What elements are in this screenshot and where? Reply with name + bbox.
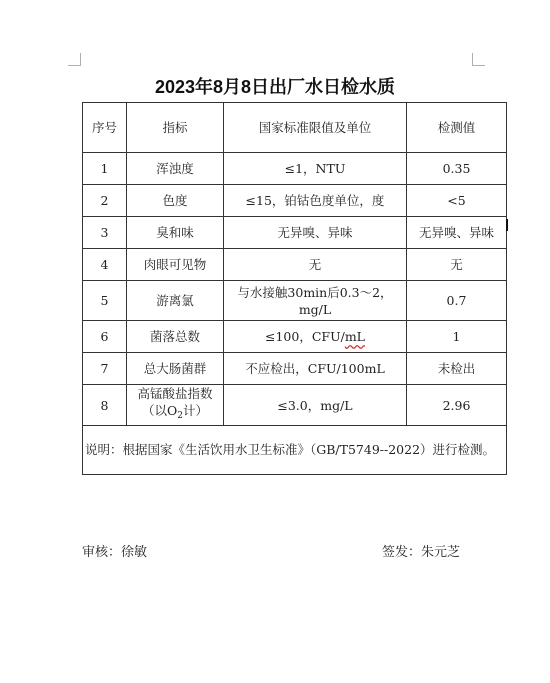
row-indicator: 游离氯	[127, 281, 224, 321]
cursor-mark	[506, 219, 508, 231]
row-value: 无	[407, 249, 507, 281]
row-number: 6	[83, 321, 127, 353]
row-indicator-line2-prefix: （以O	[142, 403, 178, 418]
row-value: 2.96	[407, 385, 507, 426]
row-value: <5	[407, 185, 507, 217]
table-row	[83, 353, 507, 385]
row-limit: ≤1，NTU	[224, 153, 407, 185]
row-limit-line1: 与水接触30min后0.3～2，	[237, 284, 393, 300]
row-indicator	[127, 385, 224, 426]
table-row	[83, 185, 507, 217]
row-indicator-line1: 高锰酸盐指数	[137, 386, 213, 401]
row-value: 无异嗅、异味	[407, 217, 507, 249]
row-number: 8	[83, 385, 127, 426]
row-limit	[224, 321, 407, 353]
row-indicator: 总大肠菌群	[127, 353, 224, 385]
row-number: 1	[83, 153, 127, 185]
row-limit: ≤15，铂钴色度单位，度	[224, 185, 407, 217]
table-row	[83, 321, 507, 353]
row-value: 1	[407, 321, 507, 353]
reviewer-signature: 审核：徐敏	[82, 545, 148, 560]
table-row	[83, 385, 507, 426]
row-number: 7	[83, 353, 127, 385]
row-value: 0.7	[407, 281, 507, 321]
header-standard-limit: 国家标准限值及单位	[224, 103, 407, 153]
table-header-row	[83, 103, 507, 153]
row-limit: 无	[224, 249, 407, 281]
row-number: 5	[83, 281, 127, 321]
row-indicator: 肉眼可见物	[127, 249, 224, 281]
row-number: 4	[83, 249, 127, 281]
header-indicator: 指标	[127, 103, 224, 153]
row-number: 2	[83, 185, 127, 217]
document-title: 2023年8月8日出厂水日检水质	[154, 77, 396, 97]
row-value: 0.35	[407, 153, 507, 185]
page-corner-mark-top-right	[472, 53, 485, 66]
row-indicator-subscript: 2	[177, 411, 183, 421]
row-number: 3	[83, 217, 127, 249]
row-limit: ≤3.0，mg/L	[224, 385, 407, 426]
issuer-signature: 签发：朱元芝	[382, 545, 461, 560]
row-indicator: 浑浊度	[127, 153, 224, 185]
header-number: 序号	[83, 103, 127, 153]
row-limit: 无异嗅、异味	[224, 217, 407, 249]
water-quality-table	[82, 102, 507, 475]
table-row	[83, 217, 507, 249]
row-indicator: 色度	[127, 185, 224, 217]
table-row	[83, 153, 507, 185]
table-note: 说明：根据国家《生活饮用水卫生标准》（GB/T5749--2022）进行检测。	[83, 426, 507, 475]
note-row	[83, 426, 507, 475]
spellcheck-underlined-unit: mL	[344, 329, 365, 344]
header-test-value: 检测值	[407, 103, 507, 153]
row-indicator: 臭和味	[127, 217, 224, 249]
table-row	[83, 249, 507, 281]
row-value: 未检出	[407, 353, 507, 385]
table-row	[83, 281, 507, 321]
row-limit-line2: mg/L	[298, 301, 332, 317]
row-limit	[224, 281, 407, 321]
row-limit: 不应检出，CFU/100mL	[224, 353, 407, 385]
page-corner-mark-top-left	[68, 53, 81, 66]
row-indicator: 菌落总数	[127, 321, 224, 353]
row-indicator-line2-suffix: 计）	[182, 403, 208, 418]
row-limit-prefix: ≤100，CFU/	[265, 329, 345, 344]
